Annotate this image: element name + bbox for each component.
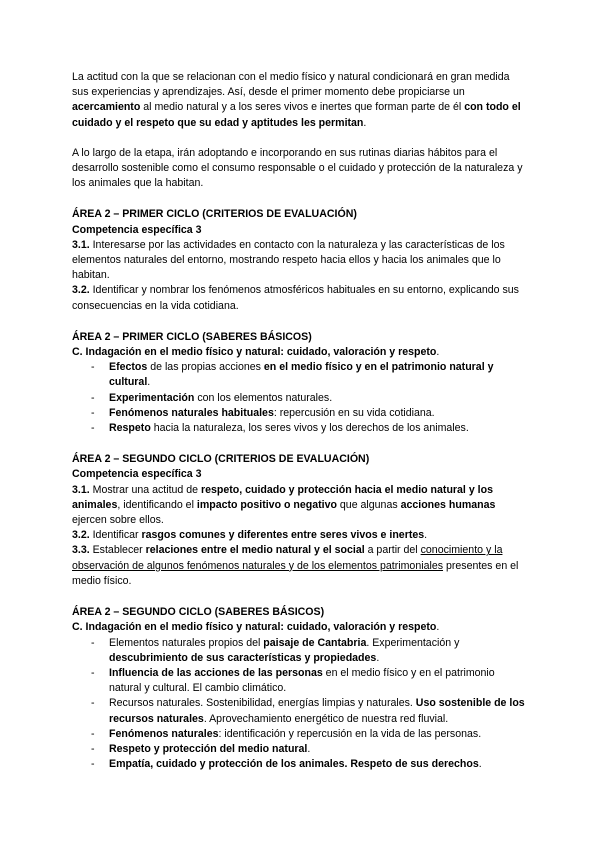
criterion-item xyxy=(72,283,528,313)
text-run: Interesarse por las actividades en contacto con la naturaleza y las características de los elementos naturales del entorno, mostrando respeto hacia ellos y hacia los animales que lo habitan. xyxy=(72,238,505,282)
intro-paragraph-1 xyxy=(72,70,528,131)
text-run: . xyxy=(363,116,367,129)
intro-paragraph-2 xyxy=(72,146,528,192)
list-item xyxy=(72,696,528,726)
text-run: A lo largo de la etapa, irán adoptando e incorporando en sus rutinas diarias hábitos para el desarrollo sostenible como el consumo responsable o el cuidado y protección de la naturaleza y los animales que la habitan. xyxy=(72,146,523,190)
text-run: en el medio físico y en el patrimonio natural y cultural. El cambio climático. xyxy=(109,666,495,695)
criterion-number: 3.2. xyxy=(72,284,90,297)
bold-text: descubrimiento de sus características y propiedades xyxy=(109,651,377,664)
text-run: La actitud con la que se relacionan con el medio físico y natural condicionará en gran medida sus experiencias y aprendizajes. Así, desde el primer momento debe propiciarse un xyxy=(72,71,510,99)
text-run: ejercen sobre ellos. xyxy=(72,514,164,527)
list-item xyxy=(72,742,528,757)
bold-text: relaciones entre el medio natural y el social xyxy=(145,544,365,557)
bold-text: acercamiento xyxy=(72,101,141,114)
list-item xyxy=(72,666,528,696)
bold-text: Influencia de las acciones de las personas xyxy=(109,666,323,679)
saberes-list xyxy=(72,636,528,773)
saberes-subheading: C. Indagación en el medio físico y natural: cuidado, valoración y respeto. xyxy=(72,346,440,359)
bold-text: en el medio físico y en el patrimonio natural y cultural xyxy=(109,361,494,389)
bold-text: Respeto y protección del medio natural xyxy=(109,742,308,755)
criteria-list xyxy=(72,483,528,589)
list-item xyxy=(72,636,528,666)
criterion-item xyxy=(72,483,528,529)
text-run: , identificando el xyxy=(117,498,197,511)
bold-text: acciones humanas xyxy=(400,498,496,511)
dash-bullet-icon: - xyxy=(91,742,95,755)
saberes-subheading: C. Indagación en el medio físico y natural: cuidado, valoración y respeto. xyxy=(72,621,440,634)
text-run: con los elementos naturales. xyxy=(194,391,333,404)
bold-text: Uso sostenible de los recursos naturales xyxy=(109,697,525,725)
list-item xyxy=(72,757,528,772)
section-heading-primer-ciclo-saberes: ÁREA 2 – PRIMER CICLO (SABERES BÁSICOS) xyxy=(72,330,312,343)
criterion-item xyxy=(72,238,528,284)
bold-text: rasgos comunes y diferentes entre seres vivos e inertes xyxy=(141,529,425,542)
list-item xyxy=(72,406,528,421)
section-heading-segundo-ciclo-criterios: ÁREA 2 – SEGUNDO CICLO (CRITERIOS DE EVALUACIÓN) xyxy=(72,453,370,466)
bold-text: Empatía, cuidado y protección de los animales. Respeto de sus derechos xyxy=(109,758,479,771)
text-run: . xyxy=(376,651,380,664)
dash-bullet-icon: - xyxy=(91,758,95,771)
text-run: : identificación y repercusión en la vida de las personas. xyxy=(218,727,482,740)
text-run: . Aprovechamiento energético de nuestra red fluvial. xyxy=(203,712,449,725)
dash-bullet-icon: - xyxy=(91,727,95,740)
saberes-list xyxy=(72,360,528,436)
criterion-item xyxy=(72,528,528,543)
bold-text: Efectos xyxy=(109,361,148,374)
bold-text: con todo el cuidado y el respeto que su edad y aptitudes les permitan xyxy=(72,101,521,129)
dash-bullet-icon: - xyxy=(91,406,95,419)
dash-bullet-icon: - xyxy=(91,697,95,710)
text-run: : repercusión en su vida cotidiana. xyxy=(273,406,435,419)
section-heading-segundo-ciclo-saberes: ÁREA 2 – SEGUNDO CICLO (SABERES BÁSICOS) xyxy=(72,606,325,619)
criterion-number: 3.3. xyxy=(72,544,90,557)
list-item xyxy=(72,360,528,390)
competencia-label: Competencia específica 3 xyxy=(72,468,202,481)
bold-text: Experimentación xyxy=(109,391,195,404)
bold-text: Fenómenos naturales xyxy=(109,727,219,740)
text-run: de las propias acciones xyxy=(147,361,264,374)
dash-bullet-icon: - xyxy=(91,666,95,679)
criterion-number: 3.1. xyxy=(72,238,90,251)
section-heading-primer-ciclo-criterios: ÁREA 2 – PRIMER CICLO (CRITERIOS DE EVALUACIÓN) xyxy=(72,208,357,221)
text-run: Establecer xyxy=(89,544,146,557)
competencia-label: Competencia específica 3 xyxy=(72,223,202,236)
dash-bullet-icon: - xyxy=(91,391,95,404)
text-run: Elementos naturales propios del xyxy=(109,636,264,649)
bold-text: paisaje de Cantabria xyxy=(263,636,367,649)
text-run: Identificar y nombrar los fenómenos atmosféricos habituales en su entorno, explicando sus consecuencias en la vida cotidiana. xyxy=(72,284,519,312)
text-run: a partir del xyxy=(364,544,421,557)
criterion-item xyxy=(72,543,528,589)
bold-text: respeto, cuidado y protección hacia el medio natural y los animales xyxy=(72,483,493,511)
text-run: al medio natural y a los seres vivos e inertes que forman parte de él xyxy=(140,101,465,114)
text-run: hacia la naturaleza, los seres vivos y los derechos de los animales. xyxy=(150,422,469,435)
document-page xyxy=(72,70,528,772)
text-run: . xyxy=(307,742,311,755)
underlined-text: conocimiento y la observación de algunos fenómenos naturales y de los elementos patrimoniales xyxy=(72,544,503,572)
text-run: Recursos naturales. Sostenibilidad, energías limpias y naturales. xyxy=(109,697,416,710)
bold-text: Fenómenos naturales habituales xyxy=(109,406,274,419)
text-run: Identificar xyxy=(89,529,142,542)
list-item xyxy=(72,421,528,436)
text-run: Mostrar una actitud de xyxy=(89,483,201,496)
bold-text: impacto positivo o negativo xyxy=(196,498,337,511)
text-run: que algunas xyxy=(336,498,401,511)
dash-bullet-icon: - xyxy=(91,636,95,649)
text-run: . Experimentación y xyxy=(366,636,460,649)
list-item xyxy=(72,727,528,742)
list-item xyxy=(72,391,528,406)
text-run: . xyxy=(147,376,151,389)
criteria-list xyxy=(72,238,528,314)
dash-bullet-icon: - xyxy=(91,361,95,374)
criterion-number: 3.2. xyxy=(72,529,90,542)
text-run: . xyxy=(424,529,428,542)
text-run: presentes en el medio físico. xyxy=(72,559,519,587)
criterion-number: 3.1. xyxy=(72,483,90,496)
text-run: . xyxy=(478,758,482,771)
bold-text: Respeto xyxy=(109,422,151,435)
dash-bullet-icon: - xyxy=(91,422,95,435)
